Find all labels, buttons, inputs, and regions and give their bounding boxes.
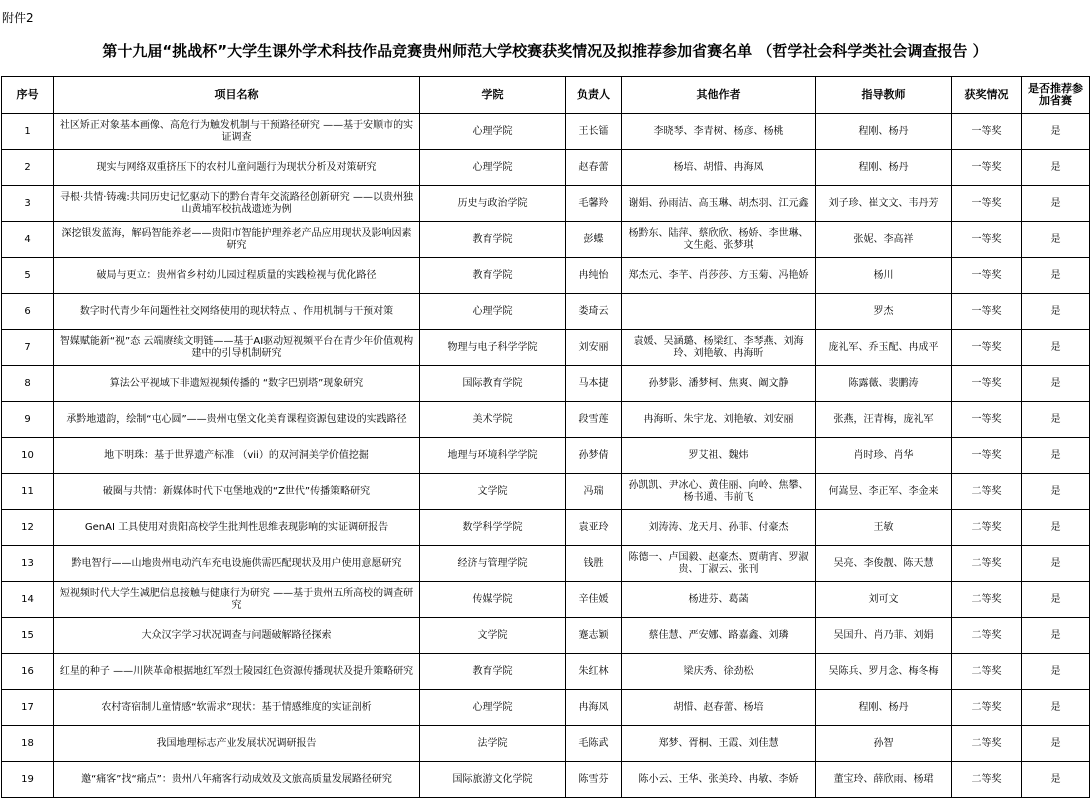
cell-row-number: 9 [2, 402, 54, 438]
cell-leader: 段雪莲 [566, 402, 622, 438]
cell-recommended: 是 [1022, 546, 1090, 582]
cell-award: 二等奖 [952, 762, 1022, 798]
table-row [2, 402, 1090, 438]
cell-other-authors: 杨培、胡惜、冉海凤 [622, 150, 816, 186]
cell-other-authors: 冉海昕、朱宇龙、刘艳敏、刘安丽 [622, 402, 816, 438]
cell-recommended: 是 [1022, 582, 1090, 618]
cell-recommended: 是 [1022, 114, 1090, 150]
cell-award: 二等奖 [952, 618, 1022, 654]
cell-other-authors: 孙梦影、潘梦柯、焦爽、阚文静 [622, 366, 816, 402]
cell-leader: 冉海凤 [566, 690, 622, 726]
cell-college: 心理学院 [420, 690, 566, 726]
cell-award: 一等奖 [952, 222, 1022, 258]
header-cell: 学院 [420, 77, 566, 114]
cell-recommended: 是 [1022, 186, 1090, 222]
cell-row-number: 15 [2, 618, 54, 654]
table-row [2, 222, 1090, 258]
cell-row-number: 6 [2, 294, 54, 330]
cell-college: 教育学院 [420, 654, 566, 690]
cell-recommended: 是 [1022, 402, 1090, 438]
cell-project-name: 地下明珠：基于世界遗产标准 （vii）的双河洞美学价值挖掘 [54, 438, 420, 474]
cell-advisors: 刘子珍、崔文文、韦丹芳 [816, 186, 952, 222]
cell-advisors: 刘可文 [816, 582, 952, 618]
cell-leader: 钱胜 [566, 546, 622, 582]
cell-recommended: 是 [1022, 474, 1090, 510]
cell-award: 二等奖 [952, 582, 1022, 618]
cell-recommended: 是 [1022, 258, 1090, 294]
cell-recommended: 是 [1022, 654, 1090, 690]
cell-award: 一等奖 [952, 330, 1022, 366]
header-cell: 获奖情况 [952, 77, 1022, 114]
cell-other-authors: 陈德一、卢国毅、赵豪杰、贾萌宵、罗淑贵、丁淑云、张刊 [622, 546, 816, 582]
cell-other-authors: 蔡佳慧、严安娜、路嘉鑫、刘璘 [622, 618, 816, 654]
cell-leader: 袁亚玲 [566, 510, 622, 546]
cell-leader: 冯瑞 [566, 474, 622, 510]
cell-advisors: 罗杰 [816, 294, 952, 330]
cell-other-authors: 郑梦、胥桐、王霞、刘佳慧 [622, 726, 816, 762]
cell-row-number: 7 [2, 330, 54, 366]
table-row [2, 546, 1090, 582]
cell-recommended: 是 [1022, 150, 1090, 186]
cell-award: 一等奖 [952, 402, 1022, 438]
cell-advisors: 程刚、杨丹 [816, 690, 952, 726]
table-row [2, 618, 1090, 654]
cell-college: 物理与电子科学学院 [420, 330, 566, 366]
cell-advisors: 杨川 [816, 258, 952, 294]
cell-college: 文学院 [420, 474, 566, 510]
cell-other-authors: 刘涛涛、龙天月、孙菲、付豪杰 [622, 510, 816, 546]
cell-advisors: 王敏 [816, 510, 952, 546]
cell-advisors: 肖时珍、肖华 [816, 438, 952, 474]
cell-recommended: 是 [1022, 222, 1090, 258]
cell-row-number: 5 [2, 258, 54, 294]
cell-project-name: 短视频时代大学生减肥信息接触与健康行为研究 ——基于贵州五所高校的调查研究 [54, 582, 420, 618]
cell-project-name: 邀“痛客”找“痛点”：贵州八年痛客行动成效及文旅高质量发展路径研究 [54, 762, 420, 798]
cell-row-number: 14 [2, 582, 54, 618]
table-row [2, 366, 1090, 402]
cell-other-authors: 谢娟、孙雨洁、高玉琳、胡杰羽、江元鑫 [622, 186, 816, 222]
cell-award: 一等奖 [952, 294, 1022, 330]
cell-college: 国际教育学院 [420, 366, 566, 402]
cell-leader: 蹇志颖 [566, 618, 622, 654]
cell-recommended: 是 [1022, 366, 1090, 402]
cell-leader: 陈雪芬 [566, 762, 622, 798]
table-row [2, 294, 1090, 330]
cell-advisors: 庞礼军、乔玉配、冉成平 [816, 330, 952, 366]
cell-award: 一等奖 [952, 186, 1022, 222]
cell-award: 二等奖 [952, 654, 1022, 690]
cell-other-authors: 梁庆秀、徐劲松 [622, 654, 816, 690]
cell-award: 二等奖 [952, 510, 1022, 546]
cell-recommended: 是 [1022, 438, 1090, 474]
cell-other-authors: 李晓琴、李青树、杨彦、杨桃 [622, 114, 816, 150]
cell-advisors: 吴陈兵、罗月念、梅冬梅 [816, 654, 952, 690]
cell-project-name: 社区矫正对象基本画像、高危行为触发机制与干预路径研究 ——基于安顺市的实证调查 [54, 114, 420, 150]
cell-advisors: 张妮、李高祥 [816, 222, 952, 258]
cell-award: 一等奖 [952, 150, 1022, 186]
cell-advisors: 程刚、杨丹 [816, 114, 952, 150]
table-row [2, 150, 1090, 186]
cell-other-authors: 袁媛、吴涵璐、杨梁红、李琴燕、刘海玲、刘艳敏、冉海昕 [622, 330, 816, 366]
cell-college: 心理学院 [420, 294, 566, 330]
cell-recommended: 是 [1022, 762, 1090, 798]
header-cell: 其他作者 [622, 77, 816, 114]
cell-row-number: 12 [2, 510, 54, 546]
cell-college: 心理学院 [420, 114, 566, 150]
page-title: 第十九届“挑战杯”大学生课外学术科技作品竞赛贵州师范大学校赛获奖情况及拟推荐参加省赛名单 （哲学社会科学类社会调查报告 ） [102, 42, 988, 60]
cell-college: 文学院 [420, 618, 566, 654]
cell-row-number: 13 [2, 546, 54, 582]
cell-project-name: 农村寄宿制儿童情感“软需求”现状：基于情感维度的实证剖析 [54, 690, 420, 726]
cell-other-authors: 孙凯凯、尹冰心、黄佳丽、向岭、焦攀、杨书通、韦前飞 [622, 474, 816, 510]
cell-row-number: 11 [2, 474, 54, 510]
cell-project-name: 红星的种子 ——川陕革命根据地红军烈士陵园红色资源传播现状及提升策略研究 [54, 654, 420, 690]
cell-college: 传媒学院 [420, 582, 566, 618]
cell-award: 二等奖 [952, 474, 1022, 510]
cell-advisors: 董宝玲、薛欣雨、杨珺 [816, 762, 952, 798]
cell-project-name: 大众汉字学习状况调查与问题破解路径探索 [54, 618, 420, 654]
cell-advisors: 程刚、杨丹 [816, 150, 952, 186]
cell-advisors: 何嵩昱、李正军、李金来 [816, 474, 952, 510]
header-cell: 序号 [2, 77, 54, 114]
cell-college: 心理学院 [420, 150, 566, 186]
cell-award: 一等奖 [952, 366, 1022, 402]
cell-project-name: 数字时代青少年问题性社交网络使用的现状特点 、作用机制与干预对策 [54, 294, 420, 330]
cell-project-name: 智媒赋能新“视”态 云端赓续文明链——基于AI驱动短视频平台在青少年价值观构建中的引导机制研究 [54, 330, 420, 366]
cell-row-number: 17 [2, 690, 54, 726]
cell-recommended: 是 [1022, 726, 1090, 762]
cell-recommended: 是 [1022, 294, 1090, 330]
table-row [2, 330, 1090, 366]
cell-project-name: GenAI 工具使用对贵阳高校学生批判性思维表现影响的实证调研报告 [54, 510, 420, 546]
table-body [2, 114, 1090, 798]
cell-leader: 马本捷 [566, 366, 622, 402]
cell-recommended: 是 [1022, 510, 1090, 546]
cell-row-number: 3 [2, 186, 54, 222]
cell-leader: 毛馨羚 [566, 186, 622, 222]
cell-other-authors: 杨进芬、葛菡 [622, 582, 816, 618]
table-row [2, 510, 1090, 546]
cell-college: 地理与环境科学学院 [420, 438, 566, 474]
cell-college: 国际旅游文化学院 [420, 762, 566, 798]
cell-college: 教育学院 [420, 258, 566, 294]
cell-leader: 赵春蕾 [566, 150, 622, 186]
table-row [2, 582, 1090, 618]
cell-leader: 毛陈武 [566, 726, 622, 762]
cell-leader: 辛佳媛 [566, 582, 622, 618]
header-cell: 项目名称 [54, 77, 420, 114]
cell-other-authors: 陈小云、王华、张美玲、冉敏、李娇 [622, 762, 816, 798]
cell-leader: 刘安丽 [566, 330, 622, 366]
cell-row-number: 8 [2, 366, 54, 402]
cell-leader: 朱红林 [566, 654, 622, 690]
table-row [2, 114, 1090, 150]
cell-advisors: 吴亮、李俊靓、陈天慧 [816, 546, 952, 582]
cell-other-authors: 郑杰元、李芊、肖莎莎、方玉菊、冯艳娇 [622, 258, 816, 294]
cell-college: 美术学院 [420, 402, 566, 438]
table-row [2, 258, 1090, 294]
cell-leader: 冉纯怡 [566, 258, 622, 294]
cell-row-number: 10 [2, 438, 54, 474]
cell-project-name: 寻根·共情·铸魂:共同历史记忆驱动下的黔台青年交流路径创新研究 ——以贵州独山黄埔军校抗战遗迹为例 [54, 186, 420, 222]
cell-other-authors: 胡惜、赵春蕾、杨培 [622, 690, 816, 726]
table-row [2, 690, 1090, 726]
cell-project-name: 黔电智行——山地贵州电动汽车充电设施供需匹配现状及用户使用意愿研究 [54, 546, 420, 582]
attachment-label: 附件2 [2, 11, 34, 25]
cell-project-name: 承黔地遗韵，绘制“屯心圆”——贵州屯堡文化美育课程资源包建设的实践路径 [54, 402, 420, 438]
header-cell: 负责人 [566, 77, 622, 114]
cell-project-name: 破圈与共情：新媒体时代下屯堡地戏的“Z世代”传播策略研究 [54, 474, 420, 510]
cell-other-authors: 罗艾祖、魏炜 [622, 438, 816, 474]
cell-row-number: 16 [2, 654, 54, 690]
cell-leader: 孙梦倩 [566, 438, 622, 474]
table-row [2, 726, 1090, 762]
cell-project-name: 破局与更立：贵州省乡村幼儿园过程质量的实践检视与优化路径 [54, 258, 420, 294]
header-cell: 指导教师 [816, 77, 952, 114]
cell-college: 法学院 [420, 726, 566, 762]
cell-advisors: 张燕，汪青梅，庞礼军 [816, 402, 952, 438]
cell-row-number: 18 [2, 726, 54, 762]
cell-other-authors: 杨黔东、陆萍、蔡欣欣、杨娇、李世琳、文生彪、张梦琪 [622, 222, 816, 258]
cell-college: 经济与管理学院 [420, 546, 566, 582]
table-row [2, 762, 1090, 798]
cell-college: 教育学院 [420, 222, 566, 258]
cell-leader: 王长镭 [566, 114, 622, 150]
header-cell: 是否推荐参加省赛 [1022, 77, 1090, 114]
cell-advisors: 孙智 [816, 726, 952, 762]
cell-award: 二等奖 [952, 726, 1022, 762]
cell-project-name: 深挖银发蓝海，解码智能养老——贵阳市智能护理养老产品应用现状及影响因素研究 [54, 222, 420, 258]
cell-recommended: 是 [1022, 690, 1090, 726]
table-row [2, 186, 1090, 222]
table-row [2, 438, 1090, 474]
cell-row-number: 19 [2, 762, 54, 798]
table-row [2, 654, 1090, 690]
cell-project-name: 现实与网络双重挤压下的农村儿童问题行为现状分析及对策研究 [54, 150, 420, 186]
cell-recommended: 是 [1022, 618, 1090, 654]
cell-recommended: 是 [1022, 330, 1090, 366]
table-header-row [2, 77, 1090, 114]
cell-row-number: 2 [2, 150, 54, 186]
cell-award: 一等奖 [952, 438, 1022, 474]
cell-college: 数学科学学院 [420, 510, 566, 546]
cell-advisors: 陈露薇、裴鹏涛 [816, 366, 952, 402]
cell-project-name: 我国地理标志产业发展状况调研报告 [54, 726, 420, 762]
cell-award: 二等奖 [952, 690, 1022, 726]
cell-row-number: 4 [2, 222, 54, 258]
cell-leader: 彭蝶 [566, 222, 622, 258]
table-row [2, 474, 1090, 510]
cell-award: 一等奖 [952, 114, 1022, 150]
cell-leader: 娄琦云 [566, 294, 622, 330]
cell-advisors: 吴国升、肖乃菲、刘娟 [816, 618, 952, 654]
cell-other-authors [622, 294, 816, 330]
cell-college: 历史与政治学院 [420, 186, 566, 222]
cell-project-name: 算法公平视域下非遗短视频传播的 “数字巴别塔”现象研究 [54, 366, 420, 402]
cell-award: 二等奖 [952, 546, 1022, 582]
cell-row-number: 1 [2, 114, 54, 150]
cell-award: 一等奖 [952, 258, 1022, 294]
award-table [1, 76, 1090, 798]
